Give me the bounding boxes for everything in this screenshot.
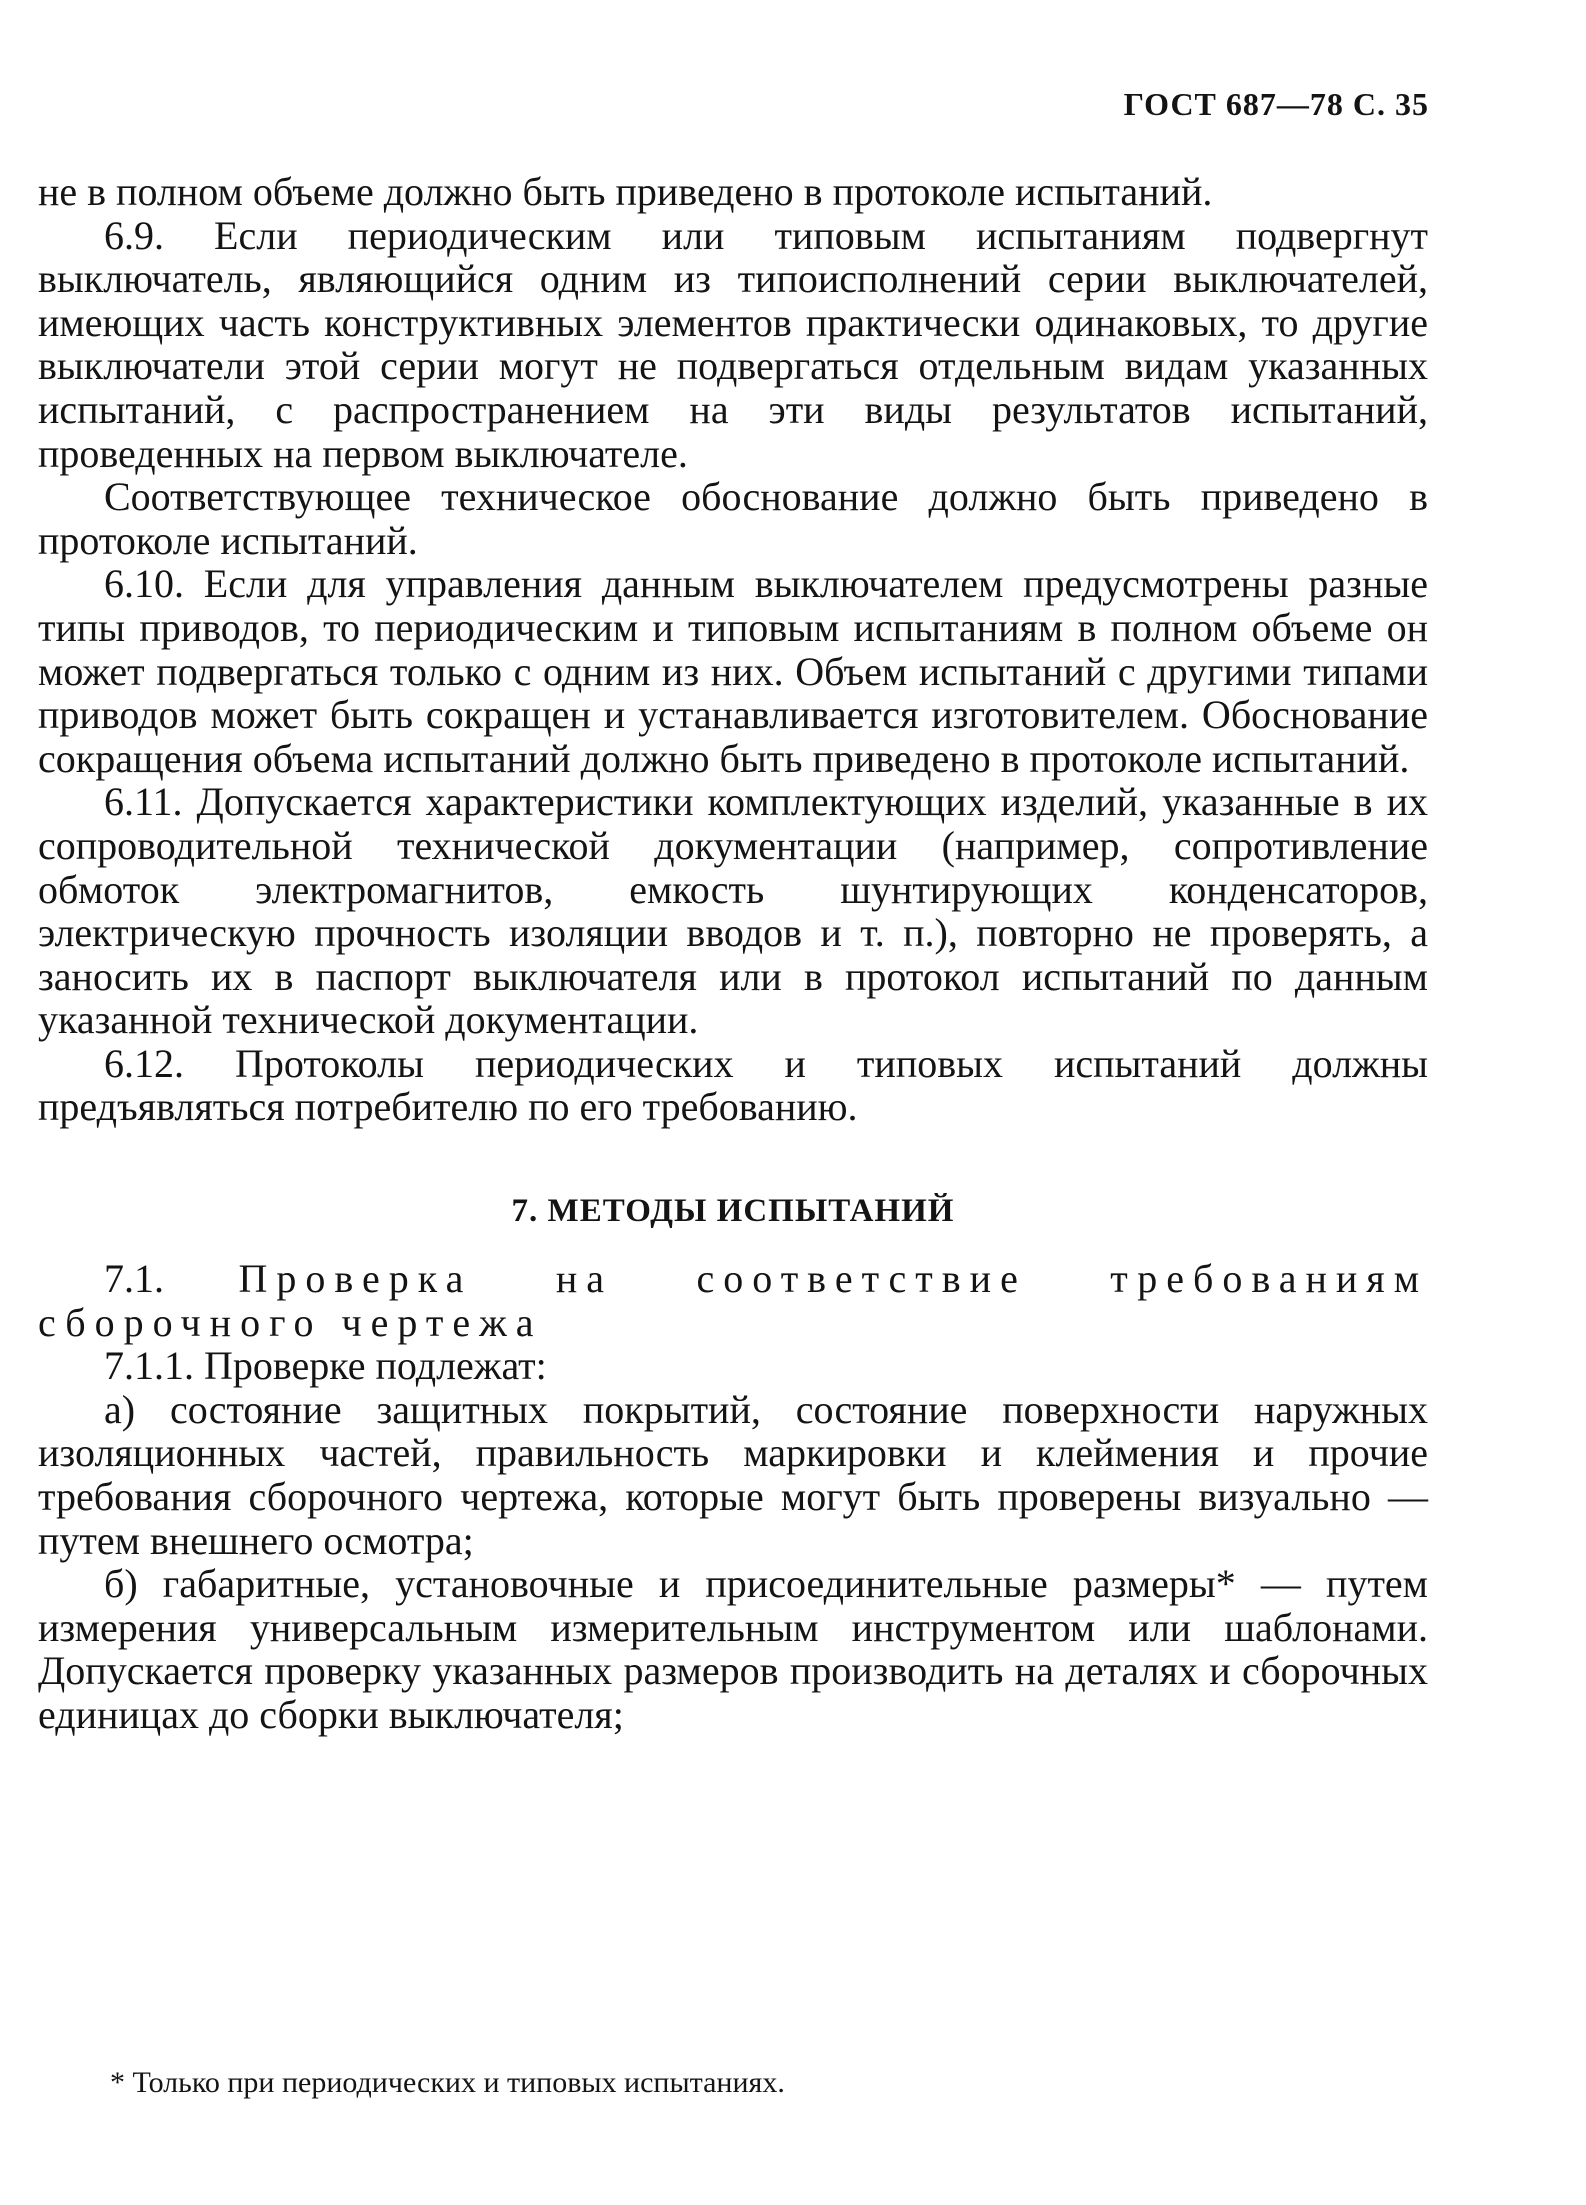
item-7-1-number: 7.1.: [104, 1256, 164, 1302]
footnote: * Только при периодических и типовых испытаниях.: [110, 2066, 785, 2099]
document-body: [38, 170, 1428, 1737]
paragraph-6-9: 6.9. Если периодическим или типовым испытаниям подвергнут выключатель, являющийся одним из типоисполнений серии выключателей, имеющих часть конструктивных элементов практически одинаковых, то другие выключатели этой серии могут не подвергаться отдельным видам указанных испытаний, с распространением на эти виды результатов испытаний, проведенных на первом выключателе.: [38, 212, 1428, 476]
paragraph-justification: Соответствующее техническое обоснование должно быть приведено в протоколе испытаний.: [38, 474, 1428, 563]
paragraph-item-a: а) состояние защитных покрытий, состояние поверхности наружных изоляционных частей, правильность маркировки и клеймения и прочие требования сборочного чертежа, которые могут быть проверены визуально — путем внешнего осмотра;: [38, 1386, 1428, 1563]
section-heading: 7. МЕТОДЫ ИСПЫТАНИЙ: [511, 1193, 955, 1230]
paragraph-6-11: 6.11. Допускается характеристики комплектующих изделий, указанные в их сопроводительной технической документации (например, сопротивление обмоток электромагнитов, емкость шунтирующих конденсаторов, электрическую прочность изоляции вводов и т. п.), повторно не проверять, а заносить их в паспорт выключателя или в протокол испытаний по данным указанной технической документации.: [38, 779, 1428, 1043]
paragraph-continuation: не в полном объеме должно быть приведено в протоколе испытаний.: [38, 169, 1213, 214]
paragraph-6-12: 6.12. Протоколы периодических и типовых испытаний должны предъявляться потребителю по его требованию.: [38, 1040, 1428, 1130]
paragraph-6-10: 6.10. Если для управления данным выключателем предусмотрены разные типы приводов, то периодическим и типовым испытаниям в полном объеме он может подвергаться только с одним из них. Объем испытаний с другими типами приводов может быть сокращен и устанавливается изготовителем. Обоснование сокращения объема испытаний должно быть приведено в протоколе испытаний.: [38, 561, 1428, 781]
paragraph-item-b: б) габаритные, установочные и присоединительные размеры* — путем измерения универсальным измерительным инструментом или шаблонами. Допускается проверку указанных размеров производить на деталях и сборочных единицах до сборки выключателя;: [38, 1561, 1428, 1737]
page-header: ГОСТ 687—78 С. 35: [1123, 86, 1429, 122]
paragraph-7-1-1: 7.1.1. Проверке подлежат:: [104, 1343, 547, 1389]
item-7-1: [38, 1257, 1428, 1344]
item-7-1-title: Проверка на соответствие требованиям сборочного чертежа: [38, 1256, 1429, 1345]
